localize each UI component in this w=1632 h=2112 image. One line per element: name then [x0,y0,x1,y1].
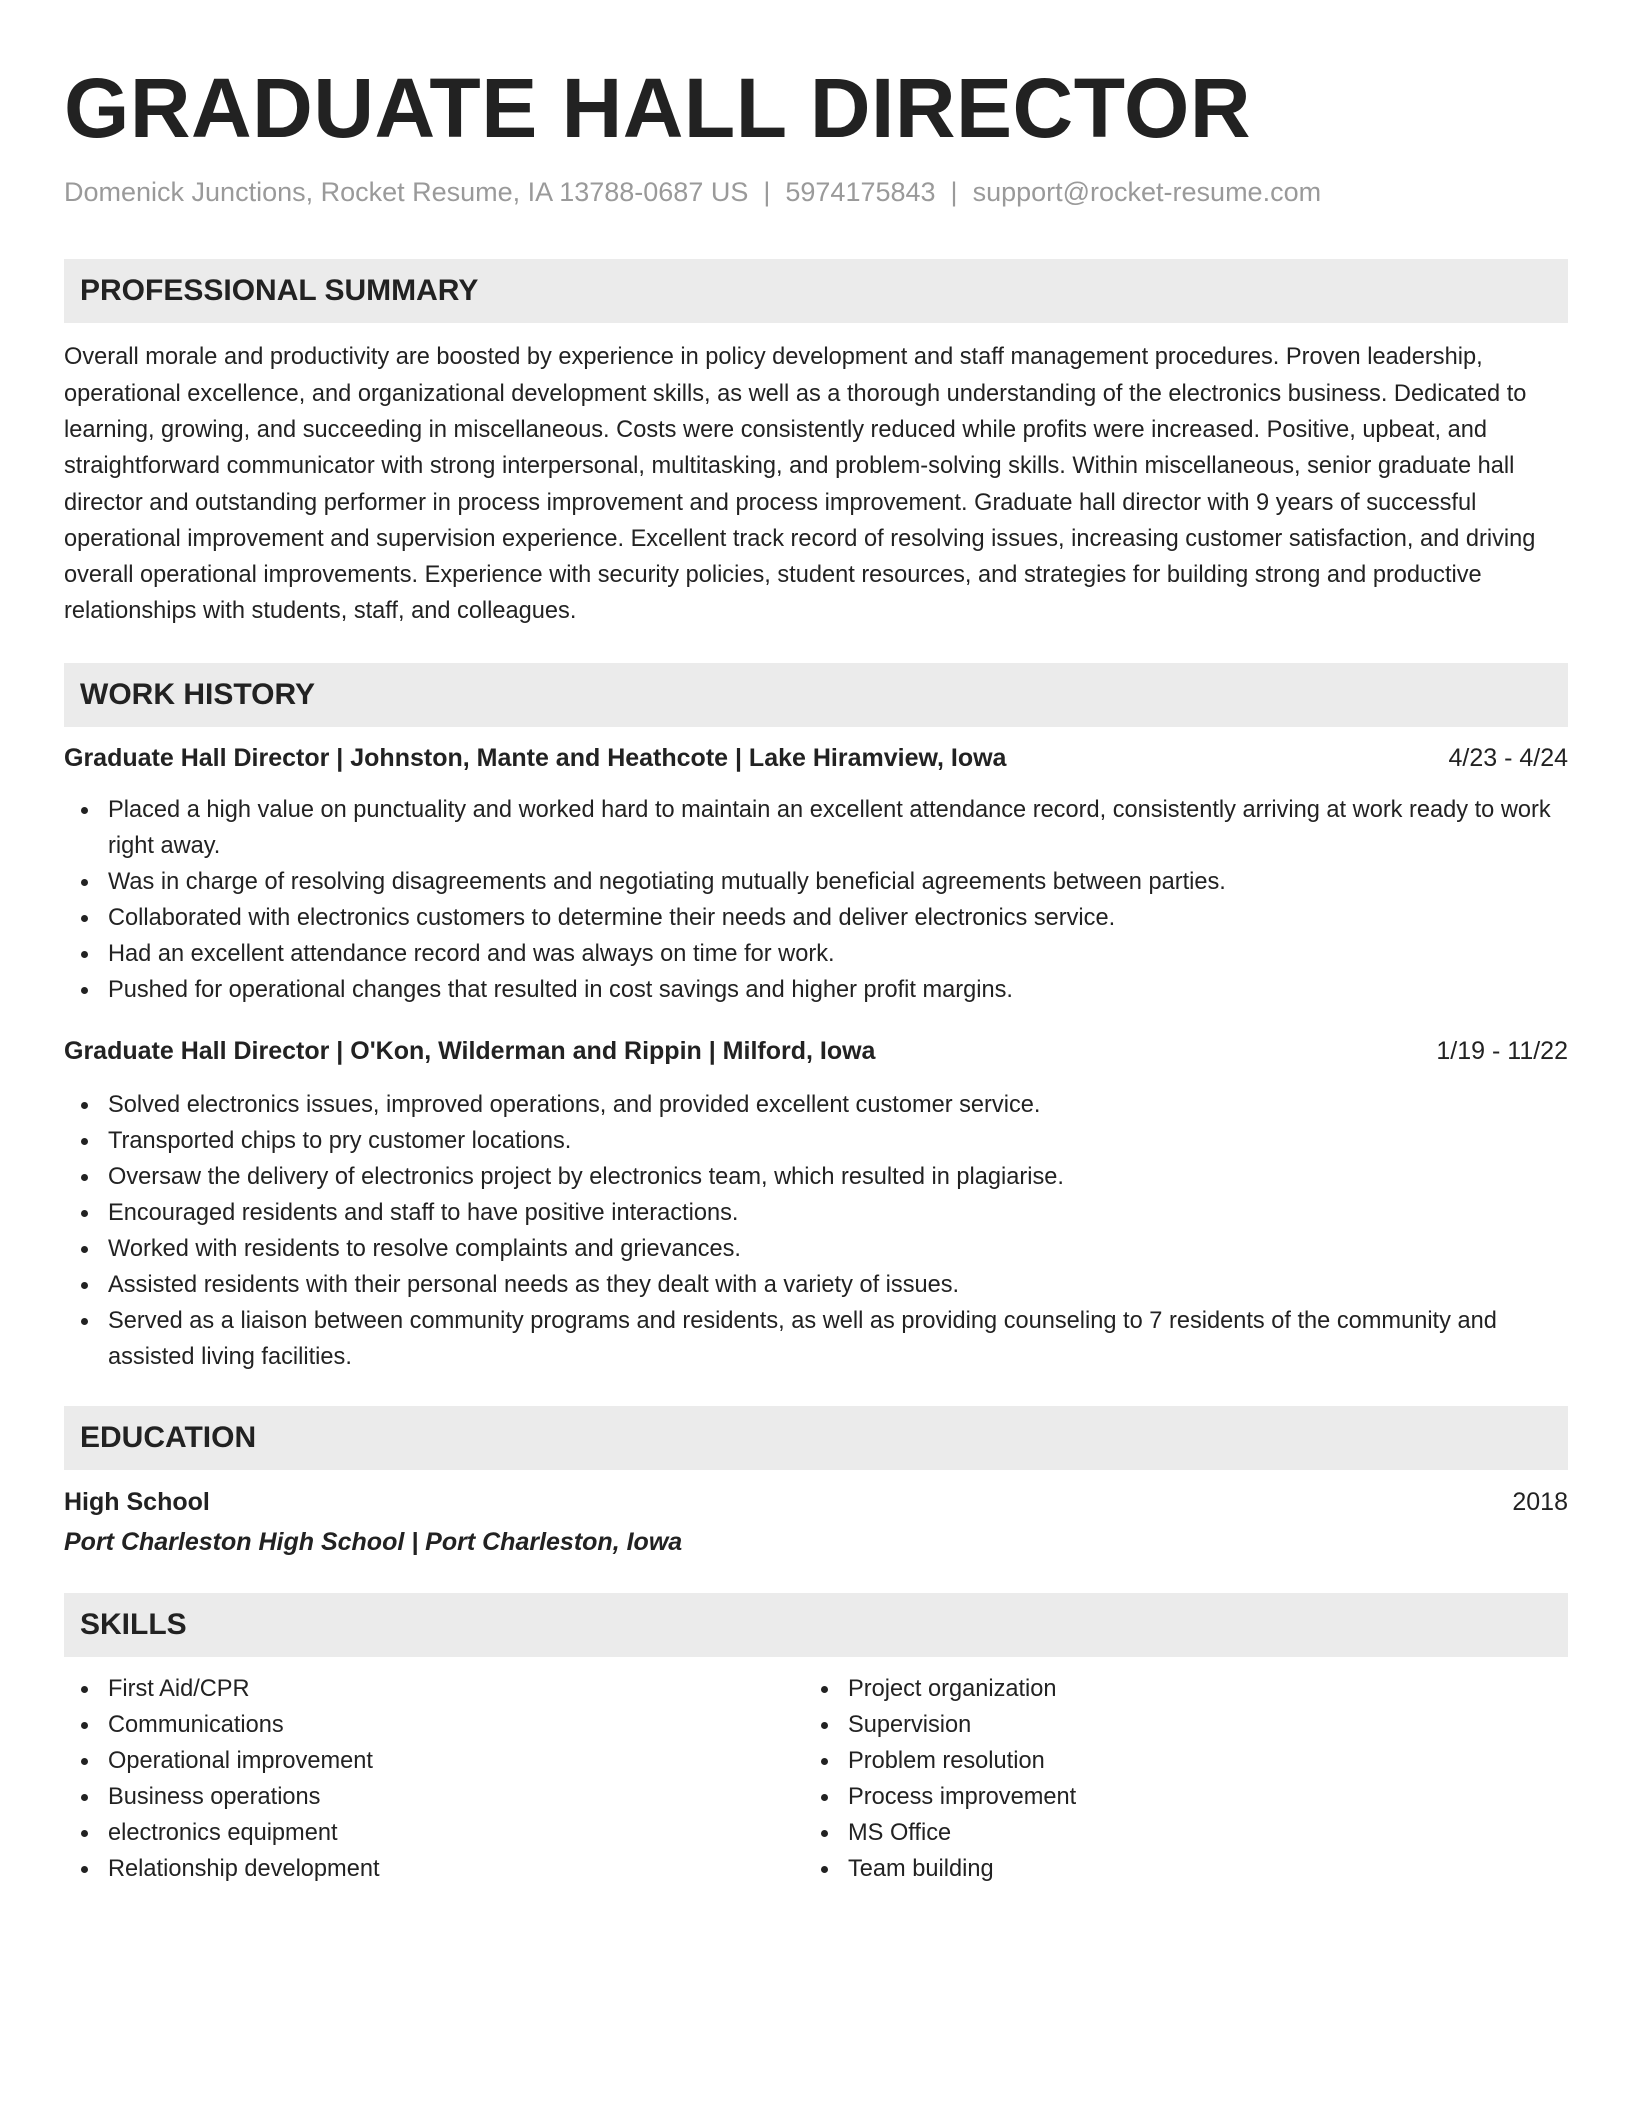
job-dates: 4/23 - 4/24 [1448,743,1568,772]
education-header [64,1485,1568,1519]
job-bullet: Solved electronics issues, improved operations, and provided excellent customer service. [64,1087,1568,1123]
skill-item: Supervision [804,1707,1544,1743]
skill-item: Business operations [64,1779,804,1815]
skill-item: MS Office [804,1815,1544,1851]
skill-item: Problem resolution [804,1743,1544,1779]
education-year: 2018 [1512,1487,1568,1516]
section-heading-summary: PROFESSIONAL SUMMARY [64,259,1568,323]
job-bullet: Had an excellent attendance record and was always on time for work. [64,936,1568,972]
job-bullet: Encouraged residents and staff to have positive interactions. [64,1195,1568,1231]
skill-item: electronics equipment [64,1815,804,1851]
skills-grid [64,1671,1568,1887]
job-bullet: Oversaw the delivery of electronics project by electronics team, which resulted in plagiarise. [64,1159,1568,1195]
section-heading-skills: SKILLS [64,1593,1568,1657]
job-header [64,1034,1568,1068]
job-header [64,741,1568,775]
job-dates: 1/19 - 11/22 [1436,1036,1568,1065]
skill-item: Project organization [804,1671,1544,1707]
job-bullet: Transported chips to pry customer locations. [64,1123,1568,1159]
skill-item: Operational improvement [64,1743,804,1779]
candidate-name: GRADUATE HALL DIRECTOR [64,61,1251,155]
job-title: Graduate Hall Director | O'Kon, Wilderman and Rippin | Milford, Iowa [64,1036,876,1065]
section-heading-education: EDUCATION [64,1406,1568,1470]
skill-item: Communications [64,1707,804,1743]
skills-column-right [804,1671,1544,1887]
job-bullet: Placed a high value on punctuality and worked hard to maintain an excellent attendance record, consistently arriving at work ready to work right away. [64,792,1568,864]
skills-column-left [64,1671,804,1887]
contact-phone: 5974175843 [785,177,936,207]
job-bullet-list [64,1087,1568,1375]
skill-item: First Aid/CPR [64,1671,804,1707]
section-heading-work-history: WORK HISTORY [64,663,1568,727]
contact-line [64,176,1568,208]
job-bullet: Served as a liaison between community programs and residents, as well as providing counseling to 7 residents of the community and assisted living facilities. [64,1303,1568,1375]
job-bullet: Worked with residents to resolve complaints and grievances. [64,1231,1568,1267]
job-bullet: Collaborated with electronics customers to determine their needs and deliver electronics service. [64,900,1568,936]
job-entry [64,741,1568,1008]
education-degree: High School [64,1487,210,1516]
job-title: Graduate Hall Director | Johnston, Mante and Heathcote | Lake Hiramview, Iowa [64,743,1007,772]
job-bullet: Was in charge of resolving disagreements and negotiating mutually beneficial agreements between parties. [64,864,1568,900]
job-bullet-list [64,792,1568,1008]
contact-email: support@rocket-resume.com [972,177,1322,207]
job-entry [64,1034,1568,1375]
skill-item: Team building [804,1851,1544,1887]
summary-text: Overall morale and productivity are boosted by experience in policy development and staff management procedures. Proven leadership, operational excellence, and organizational development skills, as well as a thorough understanding of the electronics business. Dedicated to learning, growing, and succeeding in miscellaneous. Costs were consistently reduced while profits were increased. Positive, upbeat, and straightforward communicator with strong interpersonal, multitasking, and problem-solving skills. Within miscellaneous, senior graduate hall director and outstanding performer in process improvement and process improvement. Graduate hall director with 9 years of successful operational improvement and supervision experience. Excellent track record of resolving issues, increasing customer satisfaction, and driving overall operational improvements. Experience with security policies, student resources, and strategies for building strong and productive relationships with students, staff, and colleagues. [64,344,1536,625]
job-bullet: Assisted residents with their personal needs as they dealt with a variety of issues. [64,1267,1568,1303]
contact-separator: | [763,177,771,207]
skill-item: Process improvement [804,1779,1544,1815]
contact-separator: | [950,177,958,207]
contact-address: Domenick Junctions, Rocket Resume, IA 13788-0687 US [64,177,749,207]
education-school: Port Charleston High School | Port Charleston, Iowa [64,1527,683,1556]
skill-item: Relationship development [64,1851,804,1887]
job-bullet: Pushed for operational changes that resulted in cost savings and higher profit margins. [64,972,1568,1008]
education-entry [64,1485,1568,1559]
